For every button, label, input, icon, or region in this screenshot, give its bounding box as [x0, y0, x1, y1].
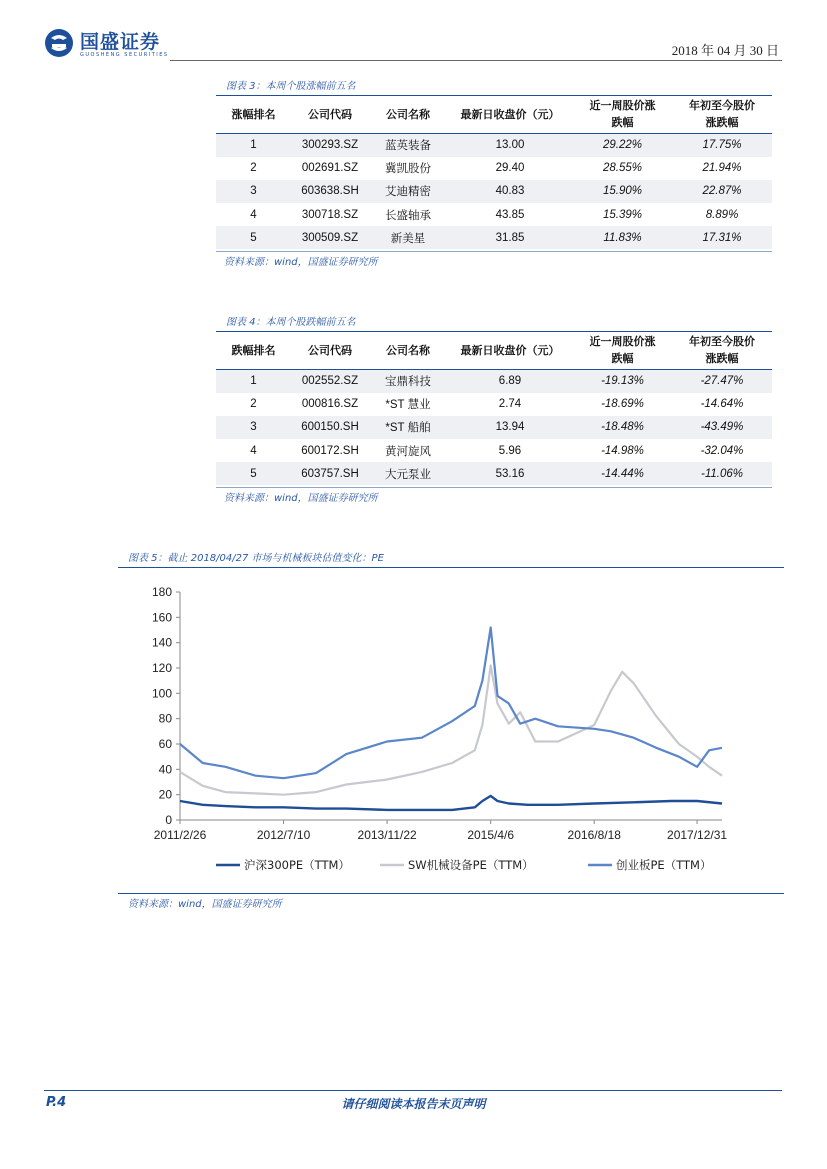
- column-header: 公司代码: [308, 343, 352, 357]
- column-header: 跌幅排名: [231, 343, 276, 357]
- pe-line-chart: [118, 575, 784, 887]
- rank-cell: 2: [250, 162, 257, 175]
- ytd-change-cell: -14.64%: [700, 398, 744, 411]
- y-tick-label: 180: [151, 585, 172, 599]
- week-change-cell: 28.55%: [602, 162, 642, 175]
- close-price-cell: 13.94: [447, 416, 573, 439]
- x-tick-label: 2015/4/6: [467, 828, 515, 842]
- y-tick-label: 80: [158, 711, 172, 726]
- table-row: [216, 157, 772, 180]
- table-row: [216, 133, 772, 157]
- rank-cell: 3: [216, 416, 291, 439]
- series-line-0: [180, 796, 722, 810]
- rank-cell: 5: [216, 462, 291, 485]
- y-tick-label: 60: [158, 737, 172, 751]
- close-price-cell: 6.89: [447, 369, 573, 393]
- series-line-2: [180, 628, 722, 779]
- x-tick-label: 2016/8/18: [567, 828, 621, 842]
- close-price-cell: 40.83: [447, 180, 573, 203]
- table-row: [216, 416, 772, 439]
- ytd-change-cell: 21.94%: [702, 162, 742, 175]
- code-cell: 600172.SH: [301, 444, 359, 457]
- legend-label: SW机械设备PE（TTM）: [408, 858, 534, 872]
- table-row: [216, 369, 772, 393]
- ytd-change-cell: -27.47%: [672, 369, 772, 393]
- week-change-cell: 15.39%: [602, 208, 642, 221]
- table-row: [216, 180, 772, 203]
- table-row: [216, 439, 772, 462]
- close-price-cell: 31.85: [447, 226, 573, 249]
- gainers-caption: 图表 3：本周个股涨幅前五名: [226, 81, 356, 92]
- ytd-change-cell: 8.89%: [705, 208, 739, 221]
- week-change-cell: -18.69%: [601, 398, 644, 411]
- company-cell: 黄河旋风: [385, 445, 431, 458]
- rank-cell: 4: [250, 444, 257, 457]
- week-change-cell: 29.22%: [573, 133, 672, 157]
- brand-name: 国盛证券: [80, 31, 161, 53]
- code-cell: 002691.SZ: [301, 162, 359, 175]
- guosheng-logo-icon: [44, 28, 74, 58]
- losers-caption: 图表 4：本周个股跌幅前五名: [226, 317, 356, 328]
- column-header: 公司名称: [386, 107, 430, 121]
- ytd-change-cell: 17.31%: [672, 226, 772, 249]
- report-date: 2018 年 04 月 30 日: [671, 43, 779, 58]
- rank-cell: 2: [250, 398, 257, 411]
- chart-source: 资料来源：wind，国盛证券研究所: [128, 899, 282, 910]
- ytd-change-cell: -32.04%: [700, 444, 744, 457]
- x-tick-label: 2017/12/31: [667, 828, 728, 842]
- column-header: 近一周股价涨跌幅: [589, 99, 656, 130]
- week-change-cell: 15.90%: [573, 180, 672, 203]
- company-cell: 冀凯股份: [385, 163, 431, 176]
- close-price-cell: 2.74: [498, 398, 522, 411]
- table-row: [216, 462, 772, 485]
- y-tick-label: 0: [165, 813, 172, 827]
- y-tick-label: 120: [151, 661, 172, 675]
- ytd-change-cell: 17.75%: [672, 133, 772, 157]
- losers-bottom-rule: [216, 487, 772, 488]
- rank-cell: 1: [216, 133, 291, 157]
- legend-label: 创业板PE（TTM）: [616, 858, 712, 872]
- ytd-change-cell: -11.06%: [672, 462, 772, 485]
- table-row: [216, 393, 772, 416]
- close-price-cell: 43.85: [495, 208, 525, 221]
- brand-subtitle: GUOSHENG SECURITIES: [80, 52, 169, 58]
- week-change-cell: 11.83%: [573, 226, 672, 249]
- y-tick-label: 100: [151, 686, 172, 701]
- table-row: [216, 226, 772, 249]
- code-cell: 600150.SH: [291, 416, 369, 439]
- column-header: 最新日收盘价（元）: [460, 343, 560, 357]
- gainers-bottom-rule: [216, 251, 772, 252]
- code-cell: 603638.SH: [291, 180, 369, 203]
- code-cell: 603757.SH: [291, 462, 369, 485]
- y-tick-label: 40: [158, 762, 172, 777]
- week-change-cell: -19.13%: [573, 369, 672, 393]
- column-header: 公司名称: [386, 343, 430, 357]
- close-price-cell: 29.40: [495, 162, 525, 175]
- ytd-change-cell: 22.87%: [672, 180, 772, 203]
- footer-divider: [44, 1090, 782, 1091]
- page-number: P.4: [46, 1095, 67, 1110]
- code-cell: 002552.SZ: [291, 369, 369, 393]
- company-cell: 蓝英装备: [369, 133, 447, 157]
- week-change-cell: -14.98%: [601, 444, 644, 457]
- y-tick-label: 20: [158, 787, 172, 802]
- code-cell: 000816.SZ: [301, 398, 359, 411]
- company-cell: 艾迪精密: [369, 180, 447, 203]
- company-cell: 大元泵业: [369, 462, 447, 485]
- brand-logo: [44, 26, 204, 62]
- header-divider: [170, 60, 782, 61]
- x-tick-label: 2013/11/22: [357, 828, 417, 842]
- losers-table: [216, 332, 772, 485]
- close-price-cell: 53.16: [447, 462, 573, 485]
- column-header: 年初至今股价涨跌幅: [689, 99, 755, 130]
- code-cell: 300718.SZ: [301, 208, 359, 221]
- company-cell: *ST 慧业: [385, 399, 431, 412]
- gainers-source: 资料来源：wind，国盛证券研究所: [224, 257, 378, 268]
- company-cell: 宝鼎科技: [369, 369, 447, 393]
- rank-cell: 1: [216, 369, 291, 393]
- column-header: 年初至今股价涨跌幅: [689, 335, 755, 366]
- table-row: [216, 203, 772, 226]
- close-price-cell: 13.00: [447, 133, 573, 157]
- code-cell: 300509.SZ: [291, 226, 369, 249]
- close-price-cell: 5.96: [498, 444, 522, 457]
- table-header-row: [216, 332, 772, 369]
- table-header-row: [216, 96, 772, 133]
- ytd-change-cell: -43.49%: [672, 416, 772, 439]
- y-tick-label: 160: [151, 610, 172, 625]
- chart-caption: 图表 5：截止 2018/04/27 市场与机械板块估值变化：PE: [128, 553, 384, 564]
- rank-cell: 3: [216, 180, 291, 203]
- rank-cell: 4: [250, 208, 257, 221]
- column-header: 公司代码: [308, 107, 352, 121]
- company-cell: 长盛轴承: [385, 209, 431, 222]
- y-tick-label: 140: [151, 635, 172, 650]
- company-cell: *ST 船舶: [369, 416, 447, 439]
- column-header: 最新日收盘价（元）: [460, 107, 560, 121]
- code-cell: 300293.SZ: [291, 133, 369, 157]
- x-tick-label: 2011/2/26: [153, 828, 207, 842]
- chart-bottom-rule: [118, 893, 784, 894]
- week-change-cell: -14.44%: [573, 462, 672, 485]
- legend-label: 沪深300PE（TTM）: [244, 858, 350, 872]
- rank-cell: 5: [216, 226, 291, 249]
- x-tick-label: 2012/7/10: [256, 828, 311, 842]
- week-change-cell: -18.48%: [573, 416, 672, 439]
- footer-disclaimer: 请仔细阅读本报告末页声明: [341, 1097, 486, 1111]
- company-cell: 新美星: [369, 226, 447, 249]
- losers-source: 资料来源：wind，国盛证券研究所: [224, 493, 378, 504]
- column-header: 近一周股价涨跌幅: [589, 335, 656, 366]
- column-header: 涨幅排名: [231, 107, 276, 121]
- chart-top-rule: [118, 567, 784, 568]
- gainers-table: [216, 96, 772, 249]
